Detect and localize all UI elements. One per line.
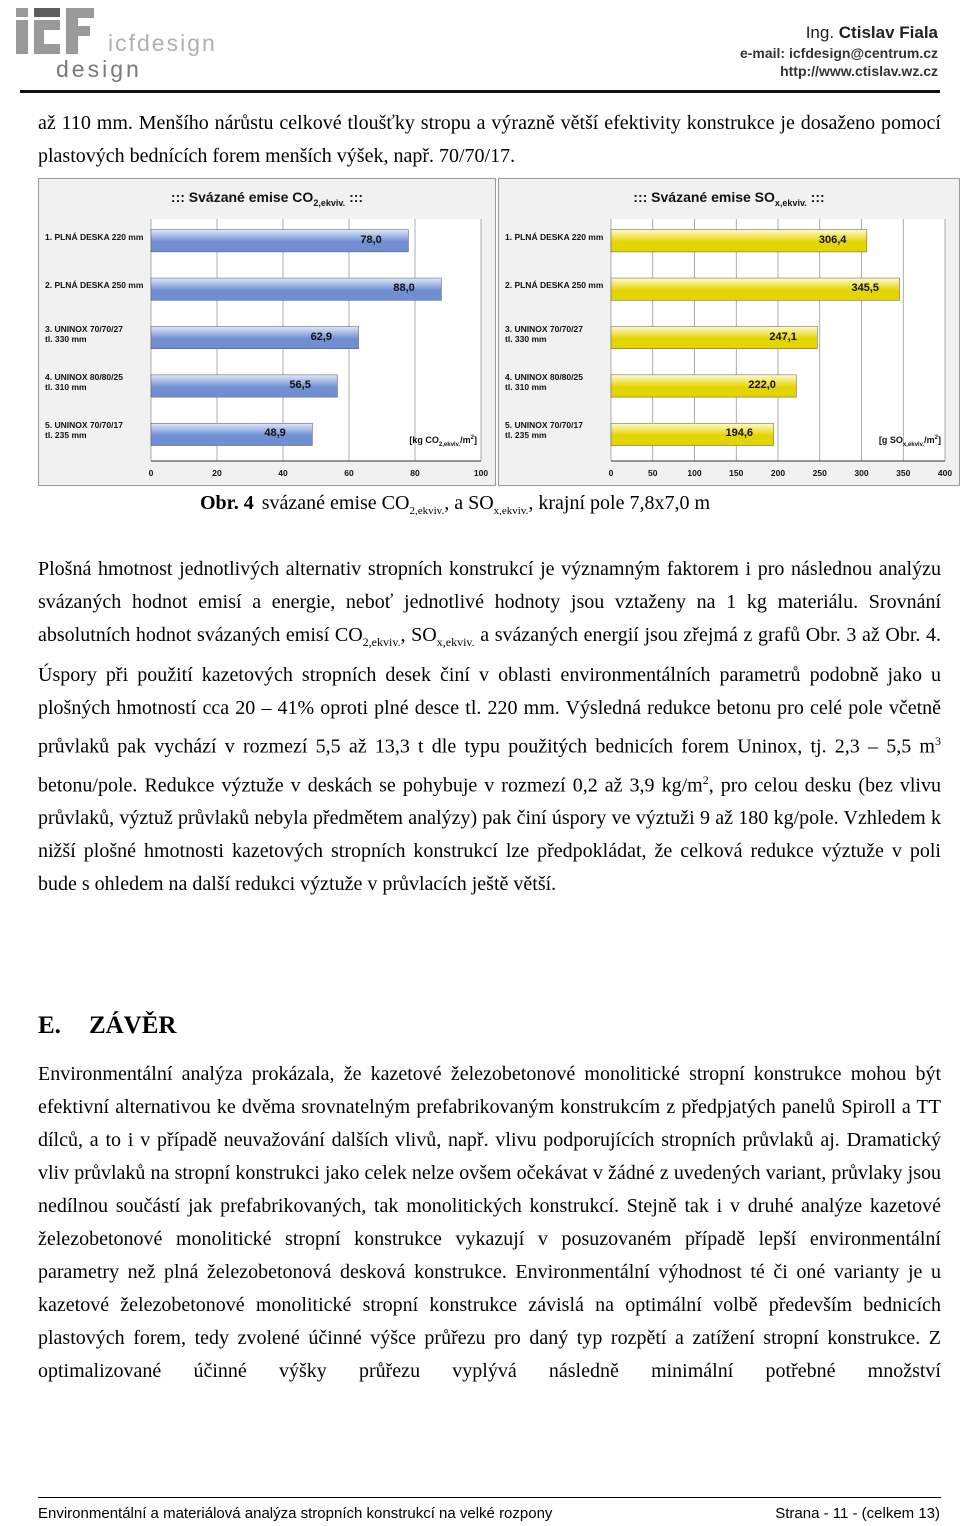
x-tick-label: 50 <box>648 468 658 478</box>
unit-label: [kg $CO_{2,ekviv.}/m^2$] <box>409 435 477 448</box>
x-tick-label: 300 <box>854 468 869 478</box>
category-label: 2. PLNÁ DESKA 250 mm <box>45 280 144 291</box>
x-tick-label: 20 <box>212 468 222 478</box>
category-label: 1. PLNÁ DESKA 220 mm <box>45 231 144 242</box>
unit-label: [g $SO_{x,ekviv.}/m^2$] <box>878 435 941 448</box>
x-tick-label: 200 <box>770 468 786 478</box>
chart-so2 <box>498 178 960 486</box>
bar-value-label: 78,0 <box>360 233 382 246</box>
paragraph-analysis: Plošná hmotnost jednotlivých alternativ stropních konstrukcí je významným faktorem i pro následnou analýzu svázaných hodnot emisí a energie, neboť jednotlivé hodnoty jsou vztaženy na 1 kg materiálu. Srovnání absolutních hodnot svázaných emisí $CO_{2,ekviv.}$, $SO_{x,ekviv.}$ a svázaných energií jsou zřejmá z grafů Obr. 3 až Obr. 4. Úspory při použití kazetových stropních desek činí v oblasti environmentálních parametrů podobně jako u plošných hmotností cca 20 – 41% oproti plné desce tl. 220 mm. Výsledná redukce betonu pro celé pole včetně průvlaků pak vychází v rozmezí 5,5 až 13,3 t dle typu použitých bednicích forem Uninox, tj. 2,3 – 5,5 $m^3$ betonu/pole. Redukce výztuže v deskách se pohybuje v rozmezí 0,2 až 3,9 $kg/m^2$, pro celou desku (bez vlivu průvlaků, výztuž průvlaků nebyla předmětem analýzy) pak činí úspory ve výztuži 9 až 180 kg/pole. Vzhledem k nižší plošné hmotnosti kazetových stropních konstrukcí lze předpokládat, že celková redukce výztuže v poli bude s ohledem na další redukci výztuže v průvlacích ještě větší. <box>38 558 942 896</box>
x-tick-label: 100 <box>473 468 489 478</box>
bar-value-label: 345,5 <box>851 282 880 295</box>
chart-co2 <box>38 178 496 486</box>
bar-value-label: 48,9 <box>264 427 286 440</box>
x-tick-label: 250 <box>812 468 827 478</box>
x-tick-label: 150 <box>729 468 744 478</box>
author-name: Ing. Ctislav Fiala <box>805 23 938 42</box>
header-rule <box>20 90 940 93</box>
chart-so2-title: ::: Svázané emise $SO_{x,ekviv.}$ ::: <box>633 189 825 208</box>
footer-page-number: Strana - 11 - (celkem 13) <box>775 1505 940 1522</box>
footer-rule <box>38 1497 941 1498</box>
x-tick-label: 350 <box>896 468 911 478</box>
author-website: http://www.ctislav.wz.cz <box>780 63 938 79</box>
category-label: 3. UNINOX 70/70/27 tl. 330 mm <box>45 323 123 344</box>
paragraph-intro: až 110 mm. Menšího nárůstu celkové tloušťky stropu a výrazně větší efektivity konstrukce je dosaženo pomocí plastových bednících forem menších výšek, např. 70/70/17. <box>38 112 941 167</box>
bar-value-label: 194,6 <box>725 427 754 440</box>
bar-value-label: 306,4 <box>818 233 847 246</box>
bar-value-label: 222,0 <box>748 378 776 391</box>
x-tick-label: 100 <box>687 468 702 478</box>
header-contact <box>740 22 938 80</box>
category-label: 5. UNINOX 70/70/17 tl. 235 mm <box>45 420 123 441</box>
bar-value-label: 56,5 <box>289 378 311 391</box>
section-title: E. ZÁVĚR <box>38 1012 177 1039</box>
figure-caption: Obr. 4 svázané emise $CO_{2,ekviv.}$, a $SO_{x,ekviv.}$, krajní pole 7,8x7,0 m <box>200 492 711 517</box>
x-tick-label: 0 <box>148 468 154 478</box>
x-tick-label: 400 <box>937 468 953 478</box>
bar <box>151 423 312 445</box>
x-tick-label: 40 <box>278 468 288 478</box>
logo-text-bottom: design <box>56 56 142 82</box>
chart-co2-title: ::: Svázané emise $CO_{2,ekviv.}$ ::: <box>170 189 364 208</box>
category-label: 5. UNINOX 70/70/17 tl. 235 mm <box>505 420 583 441</box>
x-tick-label: 60 <box>344 468 354 478</box>
category-label: 3. UNINOX 70/70/27 tl. 330 mm <box>505 323 583 344</box>
paragraph-conclusion: Environmentální analýza prokázala, že kazetové železobetonové monolitické stropní konstrukce mohou být efektivní alternativou ke dvěma srovnatelným prefabrikovaným konstrukcím z předpjatých panelů Spiroll a TT dílců, a to i v případě neuvažování dalších vlivů, např. vlivu podporujících stropních průvlaků aj. Dramatický vliv průvlaků na stropní konstrukci jako celek nelze ovšem očekávat v žádné z uvedených variant, průvlaky jsou nedílnou součástí jak prefabrikovaných, tak monolitických konstrukcí. Stejně tak i v druhé analýze kazetové železobetonové monolitické stropní konstrukce vykazují v posuzovaném případě lepší environmentální parametry než plná železobetonová desková konstrukce. Environmentální výhodnost té či oné varianty je u kazetové železobetonové monolitické stropní konstrukce závislá na optimální volbě především bednicích plastových forem, tedy zvolené účinné výšce průřezu pro daný typ rozpětí a zatížení stropní konstrukce. Z optimalizované účinné výšky průřezu vyplývá následně minimální potřebné množství <box>38 1063 941 1382</box>
category-label: 4. UNINOX 80/80/25 tl. 310 mm <box>505 371 583 392</box>
bar-value-label: 88,0 <box>393 282 415 295</box>
x-tick-label: 80 <box>410 468 420 478</box>
author-email: e-mail: icfdesign@centrum.cz <box>739 45 938 61</box>
x-tick-label: 0 <box>608 468 614 478</box>
footer-title: Environmentální a materiálová analýza stropních konstrukcí na velké rozpony <box>38 1505 553 1522</box>
bar-value-label: 247,1 <box>769 330 797 343</box>
logo-text-top: icfdesign <box>108 30 217 56</box>
bar-value-label: 62,9 <box>310 330 332 343</box>
category-label: 2. PLNÁ DESKA 250 mm <box>505 280 604 291</box>
category-label: 4. UNINOX 80/80/25 tl. 310 mm <box>45 371 123 392</box>
category-label: 1. PLNÁ DESKA 220 mm <box>505 231 604 242</box>
